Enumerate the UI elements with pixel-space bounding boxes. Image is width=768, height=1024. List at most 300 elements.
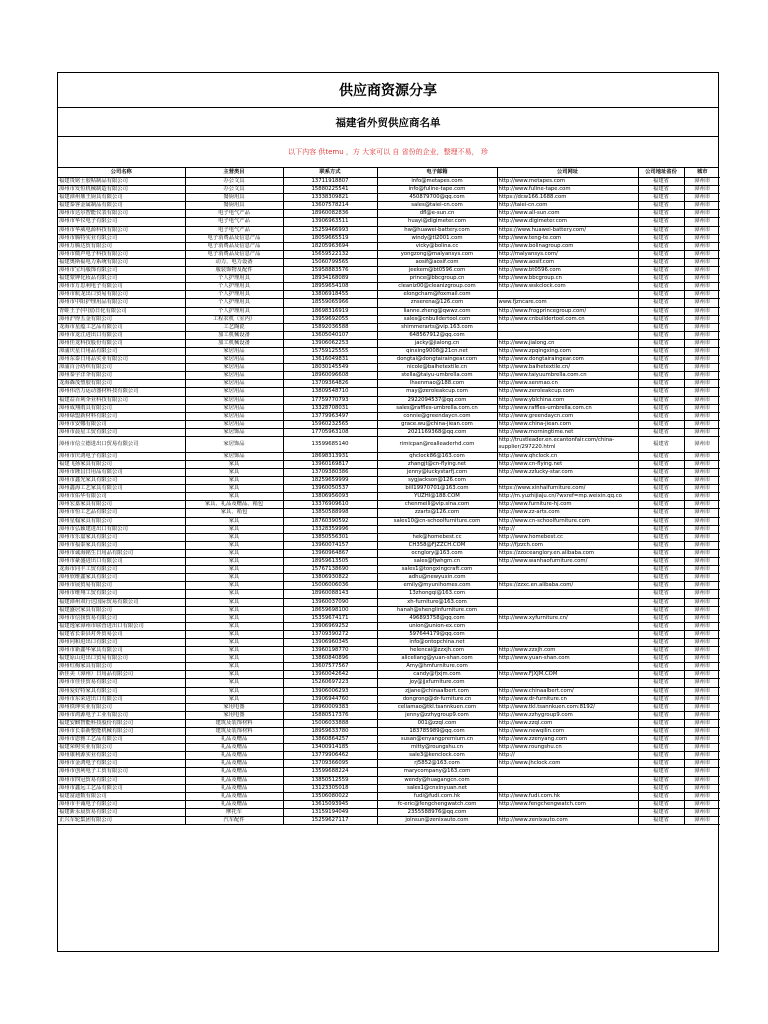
email-cell[interactable]: chenmeili@vip.sina.com xyxy=(377,501,497,509)
email-cell[interactable]: elongcham@foxmail.com xyxy=(377,291,497,299)
website-cell[interactable]: http://www.jialong.cn xyxy=(497,339,638,347)
province-cell: 福建省 xyxy=(638,630,684,638)
phone-cell: 13400914185 xyxy=(283,744,377,752)
email-cell[interactable]: jenny@luckystarfj.com xyxy=(377,469,497,477)
city-cell: 漳州市 xyxy=(684,388,720,396)
email-cell[interactable]: jacky@jialong.cn xyxy=(377,339,497,347)
email-cell[interactable]: grace.wu@china-jiean.com xyxy=(377,420,497,428)
website-cell[interactable]: https://dcw166.1688.com xyxy=(497,194,638,202)
table-row xyxy=(58,299,720,307)
city-cell: 漳州市 xyxy=(684,655,720,663)
province-cell: 福建省 xyxy=(638,267,684,275)
phone-cell: 13906969252 xyxy=(283,622,377,630)
website-cell[interactable]: http://m.yuzhijiaju.cn/?wxref=mp.weixin.qq.co xyxy=(497,493,638,501)
category-cell: 家具、礼品及赠品、箱包 xyxy=(185,501,283,509)
city-cell: 漳州市 xyxy=(684,792,720,800)
province-cell: 福建省 xyxy=(638,194,684,202)
phone-cell: 13328359996 xyxy=(283,525,377,533)
email-cell[interactable]: sales@raffles-umbrella.com.cn xyxy=(377,404,497,412)
website-cell xyxy=(497,663,638,671)
company-cell: 漳州市四冠贸易有限公司 xyxy=(58,776,185,784)
phone-cell: 13906960345 xyxy=(283,638,377,646)
table-row xyxy=(58,566,720,574)
email-cell[interactable]: rj5852@163.com xyxy=(377,760,497,768)
table-row xyxy=(58,736,720,744)
email-cell[interactable]: rimicpan@realleaderhd.com xyxy=(377,437,497,453)
website-cell[interactable]: http:// xyxy=(497,752,638,760)
category-cell: 家居用品 xyxy=(185,412,283,420)
website-cell[interactable]: http://www.dr-furniture.cn xyxy=(497,695,638,703)
province-cell: 福建省 xyxy=(638,817,684,825)
email-cell[interactable]: dongtai@dongtairaingear.com xyxy=(377,356,497,364)
table-row xyxy=(58,655,720,663)
table-row xyxy=(58,719,720,727)
email-cell[interactable]: celiamao@tkl.tsannkuen.com xyxy=(377,703,497,711)
email-cell[interactable]: huayi@digimeter.com xyxy=(377,218,497,226)
province-cell: 福建省 xyxy=(638,339,684,347)
province-cell: 福建省 xyxy=(638,800,684,808)
table-row xyxy=(58,420,720,428)
website-cell xyxy=(497,638,638,646)
province-cell: 福建省 xyxy=(638,404,684,412)
website-cell[interactable]: http://www.teng-te.com xyxy=(497,234,638,242)
phone-cell: 13960198770 xyxy=(283,647,377,655)
website-cell[interactable]: http://www.bbcgroup.cn xyxy=(497,275,638,283)
website-cell[interactable]: http://www.zzxjh.com xyxy=(497,647,638,655)
phone-cell: 17759770793 xyxy=(283,396,377,404)
website-cell[interactable]: http://www.zzql.com xyxy=(497,719,638,727)
category-cell: 家具 xyxy=(185,695,283,703)
website-cell[interactable]: http://www.senmao.cn xyxy=(497,380,638,388)
email-cell[interactable]: sales@fjwhgm.cn xyxy=(377,558,497,566)
table-row xyxy=(58,541,720,549)
email-cell[interactable]: windy@tl2001.com xyxy=(377,234,497,242)
phone-cell: 15759125555 xyxy=(283,347,377,355)
email-cell[interactable]: may@zeroleakcup.com xyxy=(377,388,497,396)
email-cell[interactable]: hw@huawei-battery.com xyxy=(377,226,497,234)
email-cell[interactable]: vicky@bolina.cc xyxy=(377,242,497,250)
email-cell[interactable]: cleaniz00@cleanizgroup.com xyxy=(377,283,497,291)
table-row xyxy=(58,283,720,291)
website-cell[interactable]: http://trustleader.en.ecantonfair.com/china-supplier/297220.html xyxy=(497,437,638,453)
province-cell: 福建省 xyxy=(638,671,684,679)
province-cell: 福建省 xyxy=(638,525,684,533)
table-row xyxy=(58,242,720,250)
company-cell: 漳州市鑫光家具有限公司 xyxy=(58,477,185,485)
category-cell: 电子消费品及信息产品 xyxy=(185,250,283,258)
company-cell: 漳州市长泰新整能机械有限公司 xyxy=(58,728,185,736)
province-cell: 福建省 xyxy=(638,364,684,372)
email-cell[interactable]: sales@cnbuildertool.com xyxy=(377,315,497,323)
email-cell[interactable]: zhangjt@cn-flying.net xyxy=(377,460,497,468)
website-cell[interactable]: http://www.tkl.tsannkuen.com:8192/ xyxy=(497,703,638,711)
document-sheet xyxy=(57,72,719,952)
city-cell: 漳州市 xyxy=(684,647,720,655)
email-cell[interactable]: Amy@hmfurniture.com xyxy=(377,663,497,671)
city-cell: 漳州市 xyxy=(684,622,720,630)
email-cell[interactable]: candy@fjxjm.com xyxy=(377,671,497,679)
city-cell: 漳州市 xyxy=(684,582,720,590)
company-cell: 漳州成翔雨具有限公司 xyxy=(58,404,185,412)
company-cell: 福建逸家漳州市联营进出口有限公司 xyxy=(58,622,185,630)
email-cell[interactable]: stella@taiyu-umbrella.com xyxy=(377,372,497,380)
city-cell: 漳州市 xyxy=(684,356,720,364)
email-cell[interactable]: dongrong@dr-furniture.cn xyxy=(377,695,497,703)
website-cell[interactable]: http://www.FJXJM.COM xyxy=(497,671,638,679)
province-cell: 福建省 xyxy=(638,356,684,364)
website-cell[interactable]: http://www.wanhaofurniture.com/ xyxy=(497,558,638,566)
email-cell[interactable]: sales1@cnxinyuan.net xyxy=(377,784,497,792)
city-cell: 漳州市 xyxy=(684,768,720,776)
province-cell: 福建省 xyxy=(638,703,684,711)
email-cell[interactable]: 648567912@qq.com xyxy=(377,331,497,339)
phone-cell: 13806956093 xyxy=(283,493,377,501)
table-row xyxy=(58,412,720,420)
website-cell[interactable]: http://www.wskclock.com xyxy=(497,283,638,291)
email-cell[interactable]: emily@myunihomes.com xyxy=(377,582,497,590)
table-row xyxy=(58,460,720,468)
email-cell[interactable]: sygjackson@126.com xyxy=(377,477,497,485)
company-cell: 漳州市中阳护理用品有限公司 xyxy=(58,299,185,307)
email-cell[interactable]: 597644179@qq.com xyxy=(377,630,497,638)
email-cell[interactable]: YUZHI@188.COM xyxy=(377,493,497,501)
category-cell: 礼品及赠品 xyxy=(185,768,283,776)
website-cell[interactable]: http:// xyxy=(497,525,638,533)
phone-cell: 13960042642 xyxy=(283,671,377,679)
city-cell: 漳州市 xyxy=(684,460,720,468)
city-cell: 漳州市 xyxy=(684,307,720,315)
website-cell[interactable]: http://www.zpqingxing.com xyxy=(497,347,638,355)
email-cell[interactable]: connie@greendaycn.com xyxy=(377,412,497,420)
website-cell[interactable]: http://www.bt0596.com xyxy=(497,267,638,275)
category-cell: 家具 xyxy=(185,566,283,574)
table-row xyxy=(58,760,720,768)
table-row xyxy=(58,356,720,364)
phone-cell: 15006033888 xyxy=(283,719,377,727)
email-cell[interactable]: lianne.zheng@qwwz.com xyxy=(377,307,497,315)
website-cell[interactable]: http://www.raffles-umbrella.com.cn xyxy=(497,404,638,412)
phone-cell: 15960232565 xyxy=(283,420,377,428)
email-cell[interactable]: ocnglory@163.com xyxy=(377,549,497,557)
email-cell[interactable]: adhu@newyuxin.com xyxy=(377,574,497,582)
email-cell[interactable]: info@fuline-tape.com xyxy=(377,186,497,194)
phone-cell: 13959692055 xyxy=(283,315,377,323)
website-cell[interactable]: http://www.newqilin.com xyxy=(497,728,638,736)
province-cell: 福建省 xyxy=(638,477,684,485)
table-row xyxy=(58,744,720,752)
city-cell: 漳州市 xyxy=(684,574,720,582)
table-row xyxy=(58,776,720,784)
email-cell[interactable]: 496893758@qq.com xyxy=(377,614,497,622)
table-row xyxy=(58,784,720,792)
email-cell[interactable]: 001@zzql.com xyxy=(377,719,497,727)
province-cell: 福建省 xyxy=(638,566,684,574)
phone-cell: 13860864257 xyxy=(283,736,377,744)
city-cell: 漳州市 xyxy=(684,614,720,622)
company-cell: 漳州市晨星工贸有限公司 xyxy=(58,428,185,436)
city-cell: 漳州市 xyxy=(684,275,720,283)
website-cell[interactable]: http://www.zeroleakcup.com xyxy=(497,388,638,396)
province-cell: 福建省 xyxy=(638,307,684,315)
category-cell: 礼品及赠品 xyxy=(185,800,283,808)
email-cell[interactable]: fc-eric@fengchengwatch.com xyxy=(377,800,497,808)
category-cell: 家具 xyxy=(185,590,283,598)
company-cell: 漳州市佳佳贸易有限公司 xyxy=(58,679,185,687)
email-cell[interactable]: prince@bbcgroup.cn xyxy=(377,275,497,283)
table-row xyxy=(58,711,720,719)
city-cell: 漳州市 xyxy=(684,396,720,404)
category-cell: 家具 xyxy=(185,614,283,622)
email-cell[interactable]: zzarts@126.com xyxy=(377,509,497,517)
table-row xyxy=(58,800,720,808)
email-cell[interactable]: mitty@roungshu.cn xyxy=(377,744,497,752)
company-cell: 漳州绿盟新材料有限公司 xyxy=(58,412,185,420)
email-cell[interactable]: 183785989@qq.com xyxy=(377,728,497,736)
category-cell: 家具 xyxy=(185,485,283,493)
province-cell: 福建省 xyxy=(638,687,684,695)
city-cell: 漳州市 xyxy=(684,404,720,412)
phone-cell: 13616049831 xyxy=(283,356,377,364)
email-cell[interactable]: wendy@huagangcn.com xyxy=(377,776,497,784)
table-row xyxy=(58,622,720,630)
phone-cell: 15958883576 xyxy=(283,267,377,275)
table-row xyxy=(58,493,720,501)
phone-cell: 13779906462 xyxy=(283,752,377,760)
website-cell[interactable]: http://www.dongtairaingear.com xyxy=(497,356,638,364)
website-cell[interactable]: http://www.jhclock.com xyxy=(497,760,638,768)
website-cell[interactable]: http://www.cn-schoolfurniture.com xyxy=(497,517,638,525)
website-cell[interactable]: http://www.roungshu.cn xyxy=(497,744,638,752)
website-cell[interactable]: http://www.metapes.com xyxy=(497,178,638,186)
email-cell[interactable]: 450879700@qq.com xyxy=(377,194,497,202)
company-cell: 福建奥斯福电力系统有限公司 xyxy=(58,258,185,266)
website-cell[interactable]: http://www.zzenyang.com xyxy=(497,736,638,744)
email-cell[interactable]: jeekem@bt0596.com xyxy=(377,267,497,275)
province-cell: 福建省 xyxy=(638,736,684,744)
province-cell: 福建省 xyxy=(638,250,684,258)
website-cell[interactable]: http://www.fengchengwatch.com xyxy=(497,800,638,808)
website-cell[interactable]: http://www.cn-flying.net xyxy=(497,460,638,468)
email-cell[interactable]: info@metapes.com xyxy=(377,178,497,186)
company-cell: 福建盛居家具有限公司 xyxy=(58,606,185,614)
email-cell[interactable]: znserena@126.com xyxy=(377,299,497,307)
website-cell[interactable]: http://taiei-cn.com xyxy=(497,202,638,210)
website-cell[interactable]: http://www.zzhygroup9.com xyxy=(497,711,638,719)
email-cell[interactable]: xh-furniture@163.com xyxy=(377,598,497,606)
email-cell[interactable]: helencai@zzxjh.com xyxy=(377,647,497,655)
province-cell: 福建省 xyxy=(638,728,684,736)
city-cell: 漳州市 xyxy=(684,186,720,194)
phone-cell: 13906006293 xyxy=(283,687,377,695)
website-cell[interactable]: http://www.greendaycn.com xyxy=(497,412,638,420)
email-cell[interactable]: 2355588976@qq.com xyxy=(377,808,497,816)
email-cell[interactable]: marycompany@163.com xyxy=(377,768,497,776)
email-cell[interactable]: info@ontopchina.net xyxy=(377,638,497,646)
category-cell: 建筑及装饰材料 xyxy=(185,728,283,736)
website-cell[interactable]: http://www.yuan-shan.com xyxy=(497,655,638,663)
phone-cell: 13709364826 xyxy=(283,380,377,388)
city-cell: 漳州市 xyxy=(684,630,720,638)
province-cell: 福建省 xyxy=(638,541,684,549)
website-cell[interactable]: http://www.yblchina.com xyxy=(497,396,638,404)
category-cell: 家居用品 xyxy=(185,372,283,380)
email-cell[interactable]: qhclock86@163.com xyxy=(377,452,497,460)
category-cell: 家具 xyxy=(185,598,283,606)
website-cell[interactable]: https://zzxc.en.alibaba.com/ xyxy=(497,582,638,590)
website-cell[interactable]: http://www.zzlucky-star.com xyxy=(497,469,638,477)
email-cell[interactable]: hanah@shenglinfurniture.com xyxy=(377,606,497,614)
province-cell: 福建省 xyxy=(638,202,684,210)
website-cell[interactable]: http://www.cnbuildertool.com.cn xyxy=(497,315,638,323)
table-row xyxy=(58,590,720,598)
province-cell: 福建省 xyxy=(638,784,684,792)
phone-cell: 18059665519 xyxy=(283,234,377,242)
phone-cell: 13506080022 xyxy=(283,792,377,800)
company-cell: 漳州同和进出口有限公司 xyxy=(58,638,185,646)
website-cell[interactable]: www.fjzncare.com xyxy=(497,299,638,307)
email-cell[interactable]: lhsenmao@188.com xyxy=(377,380,497,388)
province-cell: 福建省 xyxy=(638,460,684,468)
city-cell: 漳州市 xyxy=(684,687,720,695)
website-cell[interactable]: http://www.qhclock.cn xyxy=(497,452,638,460)
table-row xyxy=(58,364,720,372)
table-row xyxy=(58,396,720,404)
website-cell[interactable]: http://www.baihetextile.cn/ xyxy=(497,364,638,372)
category-cell: 礼品及赠品 xyxy=(185,760,283,768)
table-row xyxy=(58,437,720,453)
category-cell: 家具 xyxy=(185,606,283,614)
website-cell[interactable]: http://www.morningtime.net xyxy=(497,428,638,436)
website-cell[interactable]: http://www.bolinagroup.com xyxy=(497,242,638,250)
phone-cell: 18698316919 xyxy=(283,307,377,315)
email-cell[interactable]: hek@homebest.cc xyxy=(377,533,497,541)
city-cell: 漳州市 xyxy=(684,267,720,275)
province-cell: 福建省 xyxy=(638,323,684,331)
email-cell[interactable]: CH358@FJZZCH.COM xyxy=(377,541,497,549)
website-cell[interactable]: http://www.all-sun.com xyxy=(497,210,638,218)
email-cell[interactable]: jenny@zzhygroup9.com xyxy=(377,711,497,719)
table-row xyxy=(58,194,720,202)
email-cell[interactable]: 2021169368@qq.com xyxy=(377,428,497,436)
company-cell: 漳州市龙江进出口有限公司 xyxy=(58,331,185,339)
website-cell[interactable]: http://www.zz-arts.com xyxy=(497,509,638,517)
email-cell[interactable]: yongzong@malyansys.com xyxy=(377,250,497,258)
category-cell: 家具 xyxy=(185,655,283,663)
city-cell: 漳州市 xyxy=(684,703,720,711)
email-cell[interactable]: sales@taiei-cn.com xyxy=(377,202,497,210)
city-cell: 漳州市 xyxy=(684,437,720,453)
email-cell[interactable]: nicole@baihetextile.cn xyxy=(377,364,497,372)
email-cell[interactable]: bill19970701@163.com xyxy=(377,485,497,493)
category-cell: 办公文具 xyxy=(185,186,283,194)
category-cell: 家具 xyxy=(185,558,283,566)
email-cell[interactable]: zjjane@chinaalbert.com xyxy=(377,687,497,695)
website-cell[interactable]: http://www.chinaalbert.com/ xyxy=(497,687,638,695)
category-cell: 家具 xyxy=(185,647,283,655)
province-cell: 福建省 xyxy=(638,517,684,525)
website-cell[interactable]: http://www.zenixauto.com xyxy=(497,817,638,825)
category-cell: 服装饰物及配件 xyxy=(185,267,283,275)
city-cell: 漳州市 xyxy=(684,315,720,323)
website-cell[interactable]: http://www.taiyuumbrella.com.cn xyxy=(497,372,638,380)
category-cell: 家具 xyxy=(185,517,283,525)
email-cell[interactable]: shimmerarts@vip.163.com xyxy=(377,323,497,331)
website-cell[interactable]: https://zzoceanglory.en.alibaba.com xyxy=(497,549,638,557)
province-cell: 福建省 xyxy=(638,428,684,436)
phone-cell: 13328708031 xyxy=(283,404,377,412)
email-cell[interactable]: susan@enyangpremium.cn xyxy=(377,736,497,744)
province-cell: 福建省 xyxy=(638,218,684,226)
table-row xyxy=(58,428,720,436)
table-header-row xyxy=(58,168,720,178)
table-row xyxy=(58,687,720,695)
website-cell[interactable]: https://www.huawei-battery.com/ xyxy=(497,226,638,234)
email-cell[interactable]: qinxing9008@21cn.net xyxy=(377,347,497,355)
email-cell[interactable]: dfl@e-sun.cn xyxy=(377,210,497,218)
phone-cell: 15260697223 xyxy=(283,679,377,687)
email-cell[interactable]: union@union-ex.com xyxy=(377,622,497,630)
city-cell: 漳州市 xyxy=(684,477,720,485)
website-cell[interactable]: http://fjzzch.com xyxy=(497,541,638,549)
province-cell: 福建省 xyxy=(638,598,684,606)
company-cell: 漳州铁坤实业有限公司 xyxy=(58,703,185,711)
website-cell[interactable]: http://www.xyfurniture.cn/ xyxy=(497,614,638,622)
website-cell[interactable]: http://malyansys.com/ xyxy=(497,250,638,258)
company-cell: 漳州市恩雅工艺品有限公司 xyxy=(58,736,185,744)
province-cell: 福建省 xyxy=(638,695,684,703)
company-cell: 漳州爱好特家具有限公司 xyxy=(58,687,185,695)
email-cell[interactable]: aliceliang@yuan-shan.com xyxy=(377,655,497,663)
category-cell: 餐厨用具 xyxy=(185,194,283,202)
website-cell[interactable]: http://www.aosif.com xyxy=(497,258,638,266)
email-cell[interactable]: sale3@kenclock.com xyxy=(377,752,497,760)
table-row xyxy=(58,606,720,614)
website-cell xyxy=(497,622,638,630)
website-cell[interactable]: http://www.frogprincegroup.com/ xyxy=(497,307,638,315)
website-cell[interactable]: http://www.furniture-hj.com xyxy=(497,501,638,509)
email-cell[interactable]: 13zhongqi@163.com xyxy=(377,590,497,598)
website-cell[interactable]: https://www.xinhaifurniture.com/ xyxy=(497,485,638,493)
email-cell[interactable]: fudi@fudi.com.hk xyxy=(377,792,497,800)
email-cell[interactable]: joy@jjxfurniture.com xyxy=(377,679,497,687)
phone-cell: 13860840896 xyxy=(283,655,377,663)
company-cell: 漳州市庆鸿电子有限公司 xyxy=(58,452,185,460)
email-cell[interactable]: 2922094537@qq.com xyxy=(377,396,497,404)
company-cell: 漳州市信立德进出口贸易有限公司 xyxy=(58,437,185,453)
phone-cell: 13709390272 xyxy=(283,630,377,638)
email-cell[interactable]: sales1@tongxingcraft.com xyxy=(377,566,497,574)
website-cell[interactable]: http://www.digimeter.com xyxy=(497,218,638,226)
table-row xyxy=(58,485,720,493)
city-cell: 漳州市 xyxy=(684,606,720,614)
website-cell[interactable]: http://www.china-jiean.com xyxy=(497,420,638,428)
company-cell: 漳州泰宇洋伞有限公司 xyxy=(58,372,185,380)
email-cell[interactable]: aosif@aosif.com xyxy=(377,258,497,266)
table-row xyxy=(58,533,720,541)
company-cell: 福建贵铭士胶粘制品有限公司 xyxy=(58,178,185,186)
website-cell[interactable]: http://www.fuline-tape.com xyxy=(497,186,638,194)
province-cell: 福建省 xyxy=(638,679,684,687)
category-cell: 礼品及赠品 xyxy=(185,792,283,800)
website-cell[interactable]: http://www.fudi.com.hk xyxy=(497,792,638,800)
phone-cell: 18030145549 xyxy=(283,364,377,372)
email-cell[interactable]: joinsun@zenixauto.com xyxy=(377,817,497,825)
website-cell[interactable]: http://www.homebest.cc xyxy=(497,533,638,541)
page-subtitle: 福建省外贸供应商名单 xyxy=(58,108,718,137)
city-cell: 漳州市 xyxy=(684,558,720,566)
company-cell: 漳州市鸿源电子工业有限公司 xyxy=(58,711,185,719)
email-cell[interactable]: sales10@cn-schoolfurniture.com xyxy=(377,517,497,525)
